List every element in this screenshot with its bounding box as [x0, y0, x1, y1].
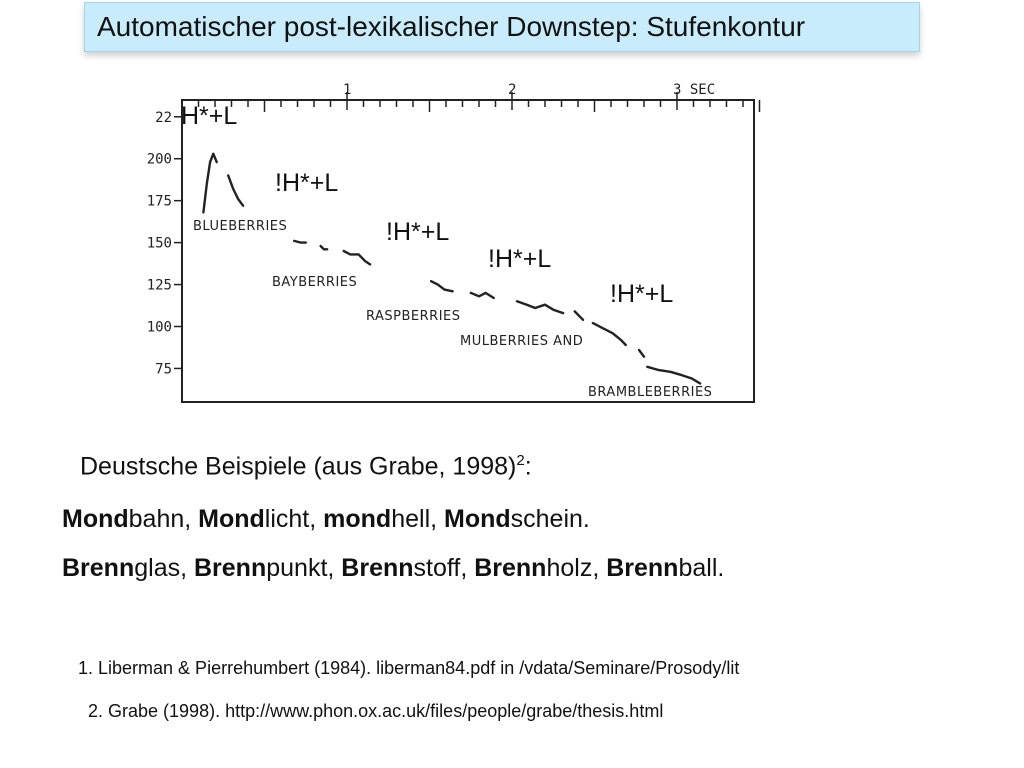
accent-label: H*+L — [181, 102, 238, 130]
x-tick-label: 2 — [508, 82, 517, 98]
y-tick-label: 100 — [146, 319, 172, 336]
word-label: BRAMBLEBERRIES — [588, 385, 713, 400]
example-word-bold: Brenn — [606, 554, 679, 582]
example-intro-footnote: 2 — [516, 452, 525, 469]
example-word-rest: schein. — [510, 505, 590, 533]
y-tick-label: 75 — [155, 361, 172, 378]
f0-segment-mulberries-and — [517, 301, 563, 313]
example-word-bold: Brenn — [474, 554, 547, 582]
accent-label: !H*+L — [610, 280, 674, 308]
reference-1: 1. Liberman & Pierrehumbert (1984). liberman84.pdf in /vdata/Seminare/Prosody/lit — [78, 658, 740, 678]
example-word-rest: punkt, — [266, 554, 342, 582]
y-tick-label: 125 — [146, 277, 172, 294]
y-tick-label: 175 — [146, 193, 172, 210]
word-label: MULBERRIES AND — [460, 334, 584, 349]
y-tick-label: 200 — [146, 151, 172, 168]
y-tick-label: 22 — [155, 109, 172, 126]
word-label: BAYBERRIES — [272, 275, 358, 290]
f0-segment-raspberries — [471, 293, 494, 298]
chart-frame — [182, 100, 754, 402]
f0-segment-bayberries — [321, 246, 328, 249]
example-word-bold: Mond — [198, 505, 265, 533]
f0-segment-mulberries-and — [575, 311, 583, 319]
f0-segment-bayberries — [344, 251, 370, 264]
f0-segment-mulberries-and — [639, 350, 644, 357]
reference-2: 2. Grabe (1998). http://www.phon.ox.ac.uk/files/people/grabe/thesis.html — [88, 701, 664, 721]
word-label: RASPBERRIES — [366, 309, 461, 324]
f0-segment-bayberries — [294, 241, 306, 243]
example-intro-text: Deustsche Beispiele (aus Grabe, 1998) — [80, 452, 517, 481]
example-intro — [80, 452, 532, 481]
f0-segment-brambleberries — [647, 367, 700, 384]
example-word-rest: holz, — [546, 554, 607, 582]
x-tick-label: 1 — [343, 82, 352, 98]
example-intro-colon: : — [524, 452, 532, 481]
example-line-mond — [62, 505, 590, 534]
x-tick-label: 3 SEC — [673, 82, 716, 98]
slide-title: Automatischer post-lexikalischer Downstep: Stufenkontur — [97, 11, 806, 42]
example-word-bold: Mond — [444, 505, 511, 533]
example-word-rest: bahn, — [128, 505, 199, 533]
example-word-rest: ball. — [678, 554, 725, 582]
accent-label: !H*+L — [386, 218, 450, 246]
word-label: BLUEBERRIES — [193, 219, 288, 234]
example-word-bold: Brenn — [194, 554, 267, 582]
example-word-bold: Brenn — [62, 554, 135, 582]
f0-segment-raspberries — [431, 281, 453, 291]
accent-label: !H*+L — [488, 245, 552, 273]
y-tick-label: 150 — [146, 235, 172, 252]
example-word-bold: Brenn — [341, 554, 414, 582]
example-word-rest: glas, — [134, 554, 194, 582]
f0-segment-mulberries-and — [593, 323, 626, 345]
f0-segment-blueberries — [228, 176, 243, 206]
example-word-rest: licht, — [264, 505, 324, 533]
example-word-bold: Mond — [62, 505, 129, 533]
example-word-bold: mond — [323, 505, 392, 533]
example-line-brenn — [62, 554, 724, 583]
f0-segment-blueberries — [203, 154, 216, 213]
accent-label: !H*+L — [275, 169, 339, 197]
example-word-rest: stoff, — [413, 554, 475, 582]
example-word-rest: hell, — [391, 505, 445, 533]
